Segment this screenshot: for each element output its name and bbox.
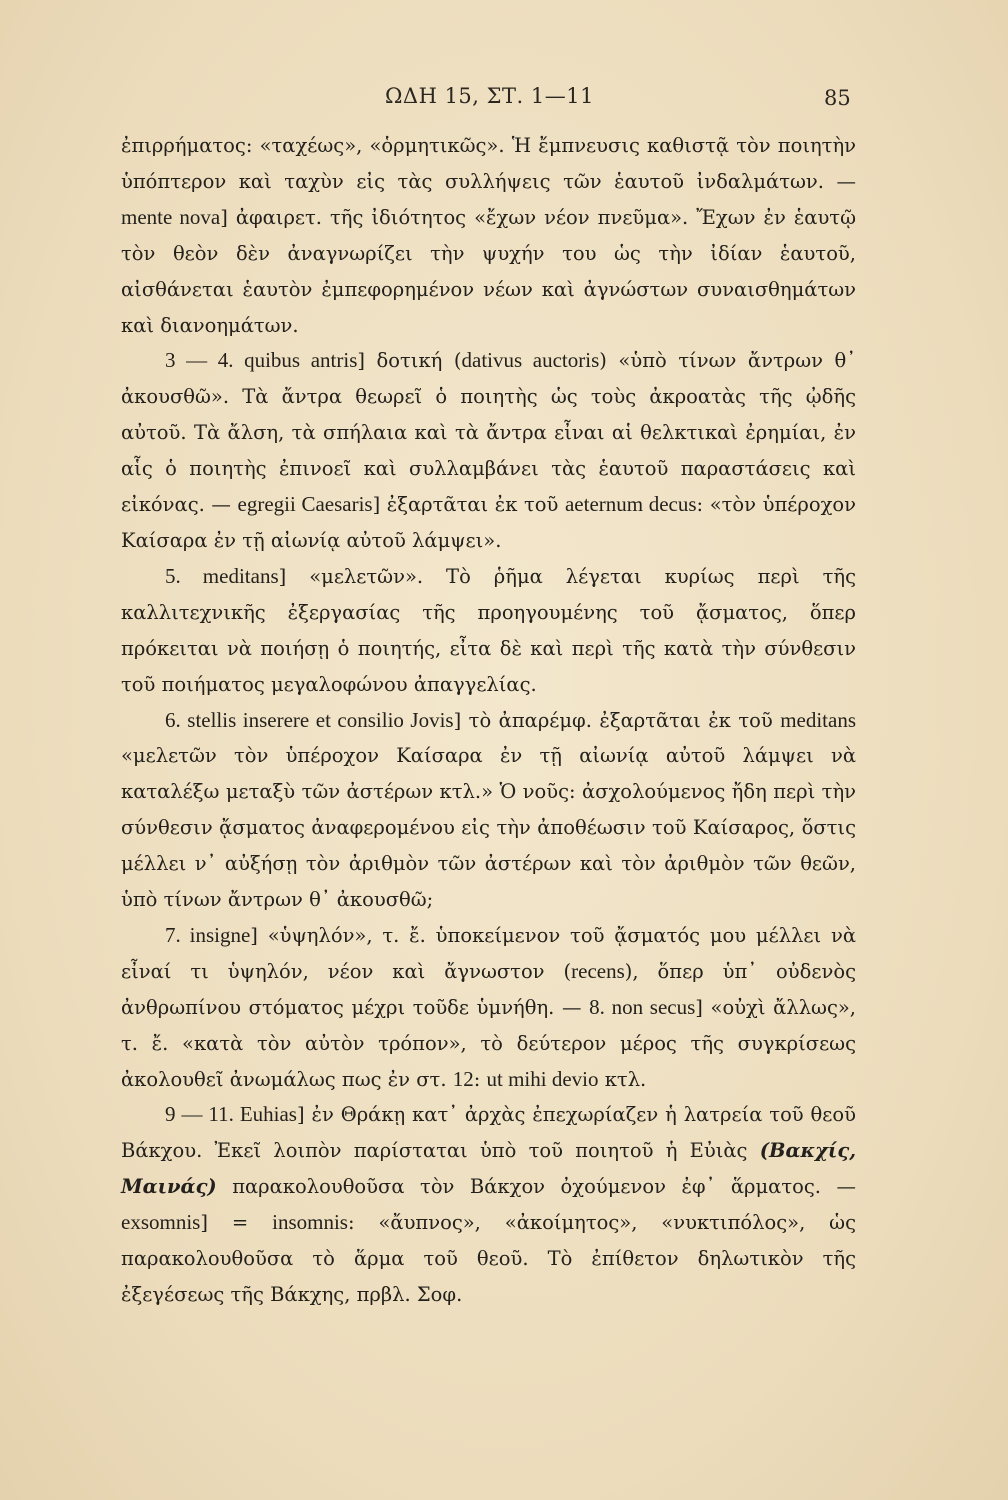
latin-lemma: 5. bbox=[165, 563, 203, 588]
latin-lemma: 3 — 4. bbox=[165, 348, 245, 373]
text-segment: ] ἐν Θράκῃ κατ᾽ ἀρχὰς ἐπεχωρίαζεν ἡ λατρεία τοῦ θεοῦ Βάκχου. Ἐκεῖ λοιπὸν παρίσταται ὑπὸ τοῦ ποιητοῦ ἡ Εὐιὰς bbox=[121, 1103, 856, 1163]
text-segment: ] «ὑψηλόν», τ. ἔ. ὑποκείμενον τοῦ ᾄσματός μου μέλλει νὰ εἶναί τι ὑψηλόν, νέον καὶ ἄγνωστον ( bbox=[121, 923, 857, 983]
latin-lemma: egregii Caesaris bbox=[237, 492, 373, 517]
latin-lemma: insigne bbox=[189, 922, 251, 947]
text-segment: ] δοτική ( bbox=[357, 349, 462, 373]
text-segment: ἐπιρρήματος: «ταχέως», «ὁρμητικῶς». Ἡ ἔμπνευσις καθιστᾷ τὸν ποιητὴν ὑπόπτερον καὶ ταχὺν εἰς τὰς συλλήψεις τῶν ἑαυτοῦ ἰνδαλμάτων. — bbox=[121, 134, 856, 193]
text-segment: παρακολουθοῦσα τὸν Βάκχον ὀχούμενον ἐφ᾽ ἅρματος. — bbox=[216, 1175, 856, 1199]
latin-lemma: mente nova bbox=[121, 204, 221, 229]
latin-lemma: meditans bbox=[202, 563, 279, 588]
latin-lemma: quibus antris bbox=[244, 348, 358, 373]
commentary-text bbox=[121, 128, 856, 1313]
text-segment: κτλ. bbox=[598, 1067, 647, 1091]
commentary-paragraph bbox=[121, 918, 856, 1098]
latin-lemma: insomnis bbox=[272, 1210, 348, 1235]
text-segment: ] «οὐχὶ ἄλλως», τ. ἔ. «κατὰ τὸν αὐτὸν τρόπον», τὸ δεύτερον μέρος τῆς συγκρίσεως ἀκολουθεῖ ἀνωμάλως πως ἐν στ. bbox=[121, 995, 856, 1091]
latin-lemma: 8. non secus bbox=[589, 994, 696, 1019]
latin-lemma: ut mihi devio bbox=[486, 1066, 599, 1091]
latin-lemma: Euhias bbox=[239, 1102, 297, 1127]
text-segment: ] ἐξαρτᾶται ἐκ τοῦ bbox=[372, 493, 565, 517]
running-head: ΩΔΗ 15, ΣΤ. 1—11 bbox=[385, 84, 594, 108]
text-segment: : «τὸν ὑπέροχον Καίσαρα ἐν τῇ αἰωνίᾳ αὐτοῦ λάμψει». bbox=[121, 493, 856, 552]
commentary-paragraph bbox=[121, 343, 856, 558]
text-segment: ] «μελετῶν». Τὸ ῥῆμα λέγεται κυρίως περὶ τῆς καλλιτεχνικῆς ἐξεργασίας τῆς προηγουμένης τοῦ ᾄσματος, ὅπερ πρόκειται νὰ ποιήσῃ ὁ ποιητής, εἶτα δὲ καὶ περὶ τῆς κατὰ τὴν σύνθεσιν τοῦ ποιήματος μεγαλοφώνου ἀπαγγελίας. bbox=[121, 564, 856, 696]
latin-lemma: 6. bbox=[165, 707, 188, 732]
latin-lemma: 9 — 11. bbox=[165, 1102, 240, 1127]
page-number: 85 bbox=[824, 86, 851, 110]
commentary-paragraph bbox=[121, 128, 856, 343]
commentary-paragraph bbox=[121, 703, 856, 918]
text-segment: ), ὅπερ ὑπ᾽ οὐδενὸς ἀνθρωπίνου στόματος μέχρι τοῦδε ὑμνήθη. — bbox=[121, 959, 856, 1019]
text-segment: : «ἄυπνος», «ἀκοίμητος», «νυκτιπόλος», ὡς παρακολουθοῦσα τὸ ἅρμα τοῦ θεοῦ. Τὸ ἐπίθετον δηλωτικὸν τῆς ἐξεγέσεως τῆς Βάκχης, πρβλ. Σοφ. bbox=[121, 1211, 857, 1306]
latin-lemma: 12 bbox=[452, 1066, 474, 1091]
latin-lemma: meditans bbox=[780, 707, 857, 732]
latin-lemma: exsomnis bbox=[121, 1210, 201, 1235]
text-segment: «μελετῶν τὸν ὑπέροχον Καίσαρα ἐν τῇ αἰωνίᾳ αὐτοῦ λάμψει νὰ καταλέξω μεταξὺ τῶν ἀστέρων κτλ.» Ὁ νοῦς: ἀσχολούμενος ἤδη περὶ τὴν σύνθεσιν ᾄσματος ἀναφερομένου εἰς τὴν ἀποθέωσιν τοῦ Καίσαρος, ὅστις μέλλει ν᾽ αὐξήσῃ τὸν ἀριθμὸν τῶν ἀστέρων καὶ τὸν ἀριθμὸν τῶν θεῶν, ὑπὸ τίνων ἄντρων θ᾽ ἀκουσθῶ; bbox=[121, 744, 856, 912]
commentary-paragraph bbox=[121, 559, 856, 703]
text-segment: ] τὸ ἀπαρέμφ. ἐξαρτᾶται ἐκ τοῦ bbox=[453, 708, 781, 732]
text-segment: ] = bbox=[200, 1211, 273, 1235]
text-segment: ] ἀφαιρετ. τῆς ἰδιότητος «ἔχων νέον πνεῦμα». Ἔχων ἐν ἑαυτῷ τὸν θεὸν δὲν ἀναγνωρίζει τὴν ψυχήν του ὡς τὴν ἰδίαν ἑαυτοῦ, αἰσθάνεται ἑαυτὸν ἐμπεφορημένον νέων καὶ ἀγνώστων συναισθημάτων καὶ διανοημάτων. bbox=[121, 205, 856, 337]
latin-lemma: aeternum decus bbox=[564, 492, 697, 517]
latin-lemma: recens bbox=[571, 958, 625, 983]
latin-lemma: dativus auctoris bbox=[461, 348, 600, 373]
latin-lemma: stellis inserere et consilio Jovis bbox=[187, 707, 454, 732]
text-segment: : bbox=[473, 1067, 487, 1091]
emphasized-text: (Βακχίς, Μαινάς) bbox=[121, 1139, 856, 1199]
latin-lemma: 7. bbox=[165, 922, 190, 947]
commentary-paragraph bbox=[121, 1097, 856, 1312]
text-segment: ) «ὑπὸ τίνων ἄντρων θ᾽ ἀκουσθῶ». Τὰ ἄντρα θεωρεῖ ὁ ποιητὴς ὡς τοὺς ἀκροατὰς τῆς ᾠδῆς αὐτοῦ. Τὰ ἄλση, τὰ σπήλαια καὶ τὰ ἄντρα εἶναι αἱ θελκτικαὶ ἐρημίαι, ἐν αἷς ὁ ποιητὴς ἐπινοεῖ καὶ συλλαμβάνει τὰς ἑαυτοῦ παραστάσεις καὶ εἰκόνας. — bbox=[121, 349, 856, 517]
